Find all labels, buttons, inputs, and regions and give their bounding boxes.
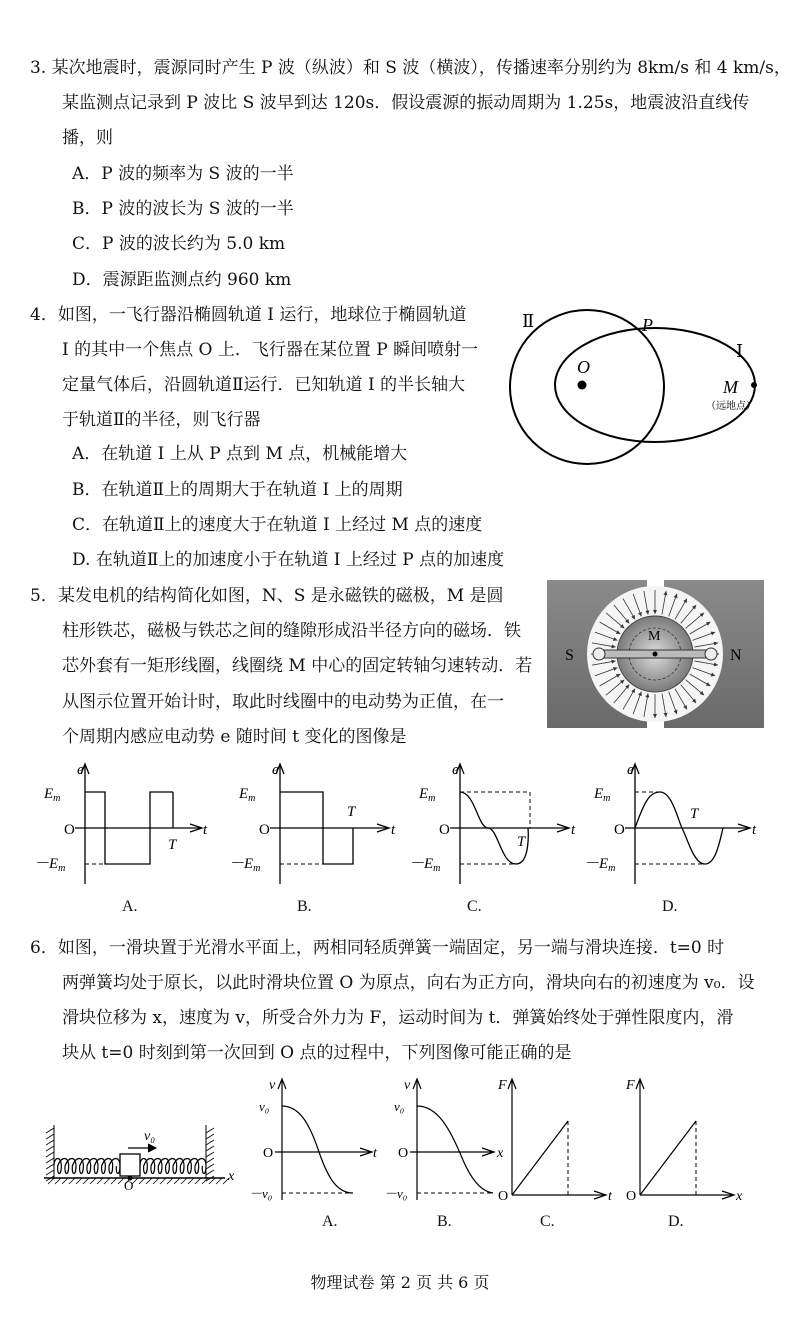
q5-stem-line-1: 5．某发电机的结构简化如图，N、S 是永磁铁的磁极，M 是圆	[30, 586, 504, 606]
hatch-stroke	[206, 1140, 214, 1145]
hatch-stroke	[206, 1152, 214, 1157]
hatch-stroke	[46, 1152, 54, 1157]
orbit-diagram	[500, 305, 770, 475]
q6-label-c: C.	[540, 1213, 555, 1230]
label-n-pole: N	[730, 647, 742, 664]
axis-label-x: x	[736, 1189, 743, 1204]
q3-stem-line-3: 播，则	[62, 128, 113, 148]
hatch-stroke	[90, 1178, 96, 1184]
hatch-stroke	[46, 1170, 54, 1175]
label-o: O	[398, 1146, 409, 1161]
label-core-m: M	[648, 629, 661, 644]
hatch-stroke	[206, 1170, 214, 1175]
q6-graph-a	[245, 1075, 385, 1210]
hatch-stroke	[46, 1134, 54, 1139]
q4-stem-line-1: 4．如图，一飞行器沿椭圆轨道 I 运行，地球位于椭圆轨道	[30, 305, 467, 325]
q3-option-a: A．P 波的频率为 S 波的一半	[72, 164, 294, 184]
hatch-stroke	[76, 1178, 82, 1184]
q5-label-b: B.	[297, 898, 312, 915]
label-orbit-I: Ⅰ	[736, 341, 744, 361]
axis-label-e: e	[627, 762, 634, 778]
hatch-stroke	[160, 1178, 166, 1184]
axis-label-t: t	[203, 822, 208, 838]
hatch-stroke	[46, 1146, 54, 1151]
q3-option-c: C．P 波的波长约为 5.0 km	[72, 234, 286, 254]
label-o: O	[439, 822, 450, 838]
q4-stem-line-4: 于轨道Ⅱ的半径，则飞行器	[62, 410, 261, 430]
label-neg-em: $-E_m$	[409, 856, 441, 874]
axis-label-t: t	[571, 822, 576, 838]
label-em: $E_m$	[594, 786, 611, 804]
axis-label-e: e	[272, 762, 279, 778]
q6-label-b: B.	[437, 1213, 452, 1230]
label-o: O	[614, 822, 625, 838]
label-o: O	[626, 1189, 637, 1204]
force-line	[640, 1121, 696, 1195]
label-t-period: T	[168, 837, 177, 853]
q5-graph-c	[395, 760, 585, 890]
axis-label-v: v	[269, 1078, 276, 1093]
label-neg-v0: －v₀	[249, 1186, 273, 1201]
q5-stem-line-2: 柱形铁芯，磁极与铁芯之间的缝隙形成沿半径方向的磁场．铁	[62, 621, 521, 641]
q5-label-c: C.	[467, 898, 482, 915]
q6-stem-line-1: 6．如图，一滑块置于光滑水平面上，两相同轻质弹簧一端固定，另一端与滑块连接．t=0 时	[30, 938, 725, 958]
axis-label-x: x	[497, 1146, 504, 1161]
q5-stem-line-3: 芯外套有一矩形线圈，线圈绕 M 中心的固定转轴匀速转动．若	[62, 656, 533, 676]
hatch-stroke	[202, 1178, 208, 1184]
hatch-stroke	[188, 1178, 194, 1184]
label-t-period: T	[690, 806, 699, 822]
spring-left	[54, 1159, 120, 1174]
label-apogee: （远地点）	[706, 401, 756, 412]
axis-label-e: e	[77, 762, 84, 778]
hatch-stroke	[46, 1158, 54, 1163]
label-s-pole: S	[565, 647, 574, 664]
page-footer: 物理试卷 第 2 页 共 6 页	[310, 1273, 490, 1292]
point-m-dot	[751, 382, 757, 388]
velocity-curve	[417, 1106, 493, 1193]
q3-stem-line-1: 3. 某次地震时，震源同时产生 P 波（纵波）和 S 波（横波），传播速率分别约为 8km/s 和 4 km/s，	[30, 58, 791, 78]
label-point-p: P	[642, 315, 653, 335]
q5-label-a: A.	[122, 898, 138, 915]
label-em: $E_m$	[44, 786, 61, 804]
label-o: O	[259, 822, 270, 838]
q6-stem-line-3: 滑块位移为 x，速度为 v，所受合外力为 F，运动时间为 t．弹簧始终处于弹性限度内，滑	[62, 1008, 734, 1028]
label-o: O	[263, 1146, 274, 1161]
label-neg-em: $-E_m$	[584, 856, 616, 874]
axis-label-v: v	[404, 1078, 411, 1093]
q6-stem-line-4: 块从 t=0 时刻到第一次回到 O 点的过程中，下列图像可能正确的是	[62, 1043, 572, 1063]
label-v0: v₀	[144, 1129, 156, 1144]
label-point-o: O	[577, 357, 590, 377]
axis-label-e: e	[452, 762, 459, 778]
q6-graph-d	[620, 1075, 750, 1210]
axis-label-t: t	[608, 1189, 612, 1204]
hatch-stroke	[46, 1128, 54, 1133]
label-neg-em: $-E_m$	[34, 856, 66, 874]
spring-slider-diagram	[40, 1110, 240, 1190]
hatch-stroke	[111, 1178, 117, 1184]
hatch-stroke	[174, 1178, 180, 1184]
hatch-stroke	[146, 1178, 152, 1184]
q4-option-a: A．在轨道 I 上从 P 点到 M 点，机械能增大	[72, 444, 408, 464]
q5-graph-b	[215, 760, 405, 890]
label-neg-em: $-E_m$	[229, 856, 261, 874]
velocity-curve	[282, 1106, 353, 1193]
hatch-stroke	[139, 1178, 145, 1184]
hatch-stroke	[195, 1178, 201, 1184]
hatch-stroke	[46, 1140, 54, 1145]
label-v0: v₀	[259, 1099, 270, 1114]
q5-graph-a	[20, 760, 210, 890]
hatch-stroke	[69, 1178, 75, 1184]
axis-label-f: F	[626, 1078, 635, 1093]
hatch-stroke	[153, 1178, 159, 1184]
hatch-stroke	[83, 1178, 89, 1184]
q4-option-c: C．在轨道Ⅱ上的速度大于在轨道 I 上经过 M 点的速度	[72, 515, 483, 535]
axis-label-t: t	[752, 822, 757, 838]
label-orbit-II: Ⅱ	[522, 311, 535, 331]
label-v0: v₀	[394, 1099, 405, 1114]
axis-label-f: F	[498, 1078, 507, 1093]
label-x-axis: x	[228, 1169, 235, 1184]
coil-end-right	[705, 648, 717, 660]
hatch-stroke	[206, 1128, 214, 1133]
q6-label-d: D.	[668, 1213, 684, 1230]
coil-end-left	[593, 648, 605, 660]
hatch-stroke	[206, 1134, 214, 1139]
q3-option-b: B．P 波的波长为 S 波的一半	[72, 199, 294, 219]
axis-dot	[653, 652, 658, 657]
hatch-stroke	[62, 1178, 68, 1184]
slider-block	[120, 1154, 140, 1176]
q6-label-a: A.	[322, 1213, 338, 1230]
label-neg-v0: －v₀	[384, 1186, 408, 1201]
label-em: $E_m$	[419, 786, 436, 804]
hatch-stroke	[216, 1178, 222, 1184]
q4-option-d: D. 在轨道Ⅱ上的加速度小于在轨道 I 上经过 P 点的加速度	[72, 550, 505, 570]
hatch-stroke	[55, 1178, 61, 1184]
q6-stem-line-2: 两弹簧均处于原长，以此时滑块位置 O 为原点，向右为正方向，滑块向右的初速度为 v₀．设	[62, 973, 755, 993]
hatch-stroke	[97, 1178, 103, 1184]
q5-label-d: D.	[662, 898, 678, 915]
q6-graph-c	[492, 1075, 622, 1210]
q5-graph-d	[570, 760, 770, 890]
q3-stem-line-2: 某监测点记录到 P 波比 S 波早到达 120s．假设震源的振动周期为 1.25s，地震波沿直线传	[62, 93, 750, 113]
spring-right	[140, 1159, 206, 1174]
q5-stem-line-4: 从图示位置开始计时，取此时线圈中的电动势为正值，在一	[62, 692, 504, 712]
hatch-stroke	[206, 1164, 214, 1169]
hatch-stroke	[181, 1178, 187, 1184]
hatch-stroke	[167, 1178, 173, 1184]
label-t-period: T	[347, 804, 356, 820]
hatch-stroke	[206, 1158, 214, 1163]
earth-focus-dot	[578, 381, 587, 390]
generator-diagram	[547, 580, 764, 728]
label-point-m: M	[723, 377, 738, 397]
force-line	[512, 1121, 568, 1195]
q5-stem-line-5: 个周期内感应电动势 e 随时间 t 变化的图像是	[62, 727, 407, 747]
hatch-stroke	[104, 1178, 110, 1184]
axis-label-t: t	[391, 822, 396, 838]
label-t-period: T	[517, 834, 526, 850]
axis-label-t: t	[373, 1146, 377, 1161]
q3-option-d: D．震源距监测点约 960 km	[72, 270, 292, 290]
label-o: O	[64, 822, 75, 838]
label-em: $E_m$	[239, 786, 256, 804]
label-o: O	[498, 1189, 509, 1204]
q4-stem-line-2: I 的其中一个焦点 O 上．飞行器在某位置 P 瞬间喷射一	[62, 340, 479, 360]
hatch-stroke	[46, 1164, 54, 1169]
hatch-stroke	[206, 1146, 214, 1151]
q4-option-b: B．在轨道Ⅱ上的周期大于在轨道 I 上的周期	[72, 480, 403, 500]
q4-stem-line-3: 定量气体后，沿圆轨道Ⅱ运行．已知轨道 I 的半长轴大	[62, 375, 466, 395]
label-origin: O	[124, 1178, 134, 1190]
